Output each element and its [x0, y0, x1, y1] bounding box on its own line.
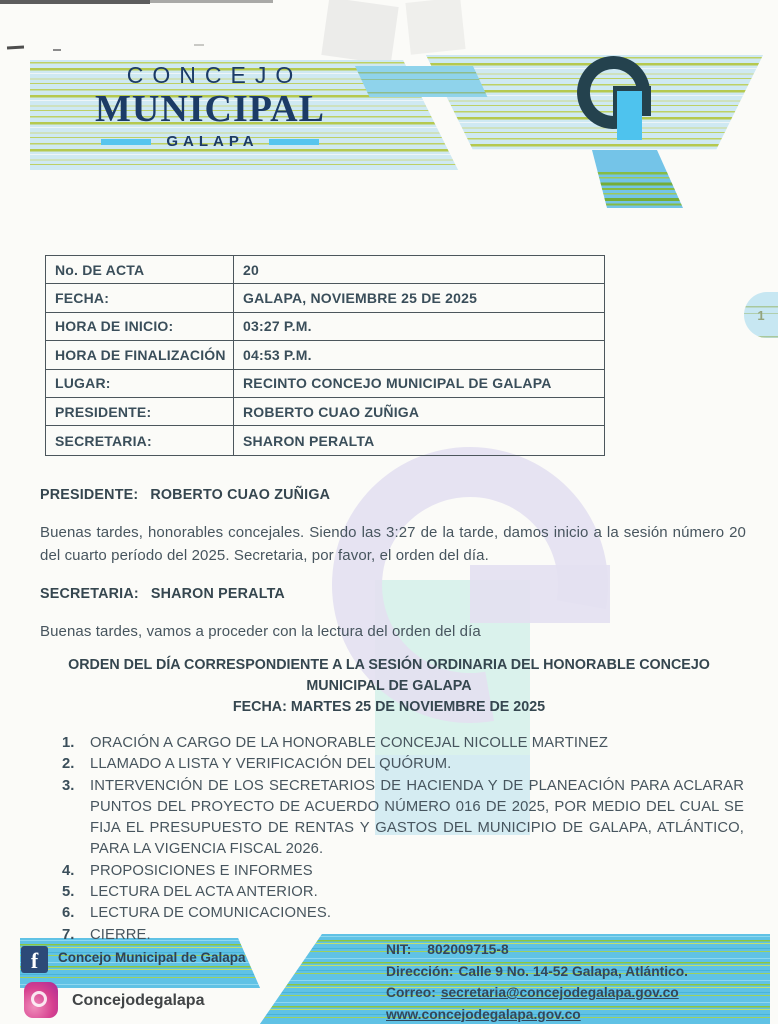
agenda-item-text: LECTURA DEL ACTA ANTERIOR.	[90, 884, 318, 901]
table-row	[46, 398, 604, 426]
instagram-icon	[24, 982, 58, 1018]
brand-municipal: MUNICIPAL	[95, 88, 325, 130]
agenda-title-line1: ORDEN DEL DÍA CORRESPONDIENTE A LA SESIÓN ORDINARIA DEL HONORABLE CONCEJO	[68, 657, 710, 673]
brand-galapa: GALAPA	[166, 133, 259, 150]
agenda-item-text: LECTURA DE COMUNICACIONES.	[90, 905, 332, 922]
direccion-value: Calle 9 No. 14-52 Galapa, Atlántico.	[458, 963, 688, 979]
secretaria-paragraph: Buenas tardes, vamos a proceder con la lectura del orden del día	[40, 623, 481, 640]
table-value-cell: SHARON PERALTA	[243, 432, 375, 449]
agenda-item-text: LLAMADO A LISTA Y VERIFICACIÓN DEL QUÓRUM.	[90, 756, 452, 773]
table-value-cell: GALAPA, NOVIEMBRE 25 DE 2025	[243, 290, 478, 307]
table-row	[46, 256, 604, 284]
agenda-item-number: 4.	[62, 862, 75, 879]
agenda-item-text: ORACIÓN A CARGO DE LA HONORABLE CONCEJAL NICOLLE MARTINEZ	[90, 735, 608, 751]
agenda-item	[62, 776, 744, 861]
table-value-cell: 04:53 P.M.	[243, 346, 312, 363]
agenda-item	[62, 861, 744, 882]
secretaria-name: SHARON PERALTA	[150, 586, 285, 602]
table-row	[46, 426, 604, 454]
agenda-title	[59, 655, 719, 718]
agenda-item-number: 3.	[62, 777, 75, 794]
facebook-page-label: Concejo Municipal de Galapa	[58, 950, 246, 965]
secretaria-heading	[40, 586, 285, 602]
table-value-cell: ROBERTO CUAO ZUÑIGA	[243, 403, 420, 420]
presidente-heading	[40, 487, 330, 503]
agenda-item	[62, 903, 744, 924]
table-label-cell: LUGAR:	[46, 370, 234, 397]
brand-concejo: CONCEJO	[126, 62, 303, 88]
table-row	[46, 284, 604, 312]
meta-table	[45, 255, 605, 456]
table-value-cell: 20	[243, 261, 259, 278]
agenda-item-text: CIERRE.	[90, 926, 151, 943]
agenda-title-line3: FECHA: MARTES 25 DE NOVIEMBRE DE 2025	[232, 699, 546, 715]
agenda-item	[62, 733, 744, 754]
agenda-list	[62, 733, 744, 946]
table-label-cell: FECHA:	[46, 284, 234, 311]
facebook-f-glyph: f	[30, 948, 39, 973]
instagram-handle-label: Concejodegalapa	[72, 992, 205, 1009]
nit-value: 802009715-8	[427, 942, 509, 957]
nit-line	[386, 942, 688, 957]
table-value-cell: RECINTO CONCEJO MUNICIPAL DE GALAPA	[243, 375, 552, 392]
agenda-title-line2: MUNICIPAL DE GALAPA	[306, 678, 472, 694]
facebook-icon	[21, 946, 48, 973]
footer-contact-info	[386, 942, 688, 1024]
table-row	[46, 341, 604, 369]
nit-label: NIT:	[386, 942, 412, 957]
agenda-item-number: 6.	[62, 905, 75, 922]
correo-label: Correo:	[386, 985, 436, 1000]
instagram-lens-ring	[31, 991, 47, 1007]
agenda-item	[62, 882, 744, 903]
secretaria-label: SECRETARIA:	[40, 586, 139, 602]
presidente-paragraph: Buenas tardes, honorables concejales. Siendo las 3:27 de la tarde, damos inicio a la sesión número 20 del cuarto período del 2025. Secretaria, por favor, el orden del día.	[40, 524, 746, 564]
agenda-item-number: 5.	[62, 884, 75, 901]
agenda-item-text: PROPOSICIONES E INFORMES	[90, 862, 313, 879]
presidente-name: ROBERTO CUAO ZUÑIGA	[150, 487, 331, 503]
table-row	[46, 370, 604, 398]
table-label-cell: SECRETARIA:	[46, 426, 234, 454]
table-label-cell: HORA DE FINALIZACIÓN	[46, 341, 234, 368]
table-row	[46, 313, 604, 341]
page-number: 1	[757, 307, 765, 323]
website-value: www.concejodegalapa.gov.co	[386, 1006, 581, 1022]
presidente-label: PRESIDENTE:	[40, 487, 139, 503]
website-line	[386, 1007, 688, 1022]
agenda-item-number: 1.	[62, 735, 75, 751]
direccion-label: Dirección:	[386, 963, 454, 979]
table-label-cell: PRESIDENTE:	[46, 398, 234, 425]
agenda-item-text: INTERVENCIÓN DE LOS SECRETARIOS DE HACIENDA Y DE PLANEACIÓN PARA ACLARAR PUNTOS DEL PROYECTO DE ACUERDO NÚMERO 016 DE 2025, POR MEDIO DEL CUAL SE FIJA EL PRESUPUESTO DE RENTAS Y GASTOS DEL MUNICIPIO DE GALAPA, ATLÁNTICO, PARA LA VIGENCIA FISCAL 2026.	[90, 777, 744, 858]
table-value-cell: 03:27 P.M.	[243, 318, 312, 335]
correo-line	[386, 985, 688, 1000]
agenda-item	[62, 754, 744, 775]
correo-value: secretaria@concejodegalapa.gov.co	[440, 985, 679, 1000]
table-label-cell: HORA DE INICIO:	[46, 313, 234, 340]
table-label-cell: No. DE ACTA	[46, 256, 234, 283]
agenda-item-number: 7.	[62, 926, 75, 943]
direccion-line	[386, 964, 688, 979]
agenda-item-number: 2.	[62, 756, 75, 773]
